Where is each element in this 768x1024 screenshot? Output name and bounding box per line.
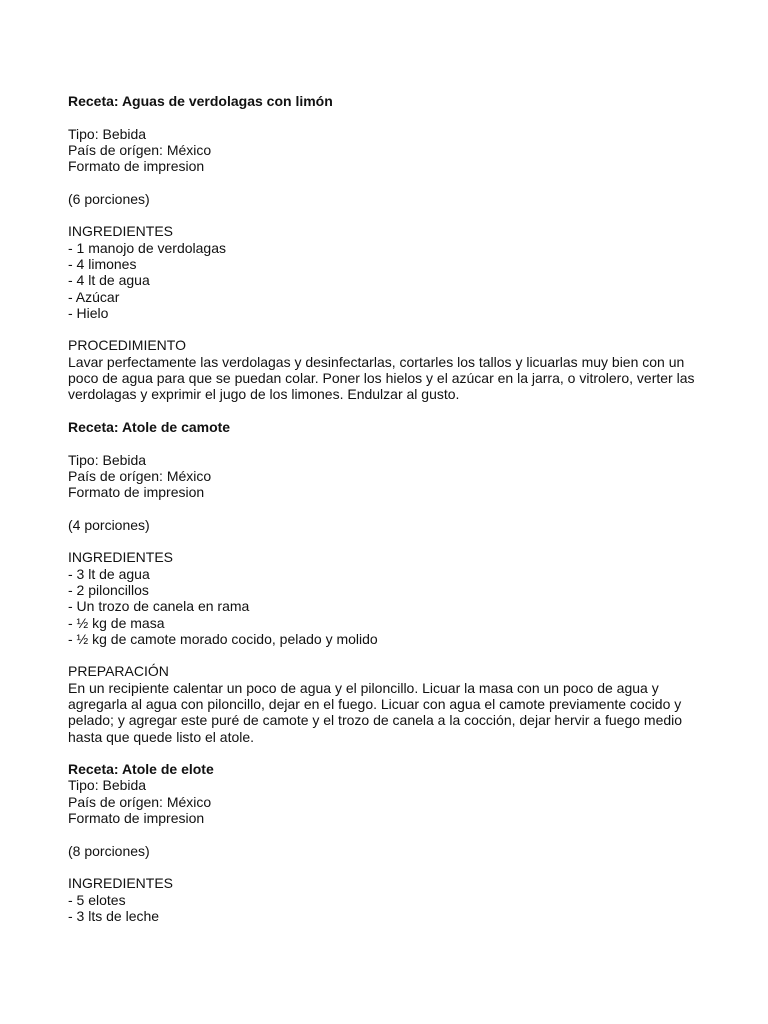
ingredient-item: - 5 elotes xyxy=(68,891,126,908)
ingredient-item: - 1 manojo de verdolagas xyxy=(68,239,226,256)
recipe-type: Tipo: Bebida xyxy=(68,125,147,142)
ingredient-item: - ½ kg de masa xyxy=(68,614,165,631)
recipe-type: Tipo: Bebida xyxy=(68,777,147,794)
print-format-link: Formato de impresion xyxy=(68,158,205,175)
recipe-type: Tipo: Bebida xyxy=(68,451,147,468)
method-heading: PROCEDIMIENTO xyxy=(68,337,186,354)
ingredients-heading: INGREDIENTES xyxy=(68,549,174,566)
method-heading: PREPARACIÓN xyxy=(68,663,169,680)
ingredient-item: - 2 piloncillos xyxy=(68,581,149,598)
ingredient-item: - ½ kg de camote morado cocido, pelado y molido xyxy=(68,630,378,647)
ingredient-item: - 4 limones xyxy=(68,255,137,272)
method-text: Lavar perfectamente las verdolagas y desinfectarlas, cortarles los tallos y licuarlas muy bien con un poco de agua para que se puedan colar. Poner los hielos y el azúcar en la jarra, o vitrolero, verter las verdolagas y exprimir el jugo de los limones. Endulzar al gusto. xyxy=(68,353,695,403)
recipe-3 xyxy=(68,761,708,924)
recipe-country: País de orígen: México xyxy=(68,793,212,810)
recipe-country: País de orígen: México xyxy=(68,467,212,484)
ingredient-item: - 4 lt de agua xyxy=(68,272,150,289)
recipe-2 xyxy=(68,419,708,761)
recipe-title: Receta: Atole de elote xyxy=(68,761,214,778)
ingredient-item: - 3 lts de leche xyxy=(68,907,160,924)
print-format-link: Formato de impresion xyxy=(68,484,205,501)
recipe-country: País de orígen: México xyxy=(68,141,212,158)
ingredient-item: - Azúcar xyxy=(68,288,120,305)
recipe-servings: (8 porciones) xyxy=(68,842,150,859)
ingredient-item: - Un trozo de canela en rama xyxy=(68,598,250,615)
ingredient-item: - 3 lt de agua xyxy=(68,565,150,582)
method-text: En un recipiente calentar un poco de agua y el piloncillo. Licuar la masa con un poco de agua y agregarla al agua con piloncillo, dejar en el fuego. Licuar con agua el camote previamente cocido y pelado; y agregar este puré de camote y el trozo de canela a la cocción, dejar hervir a fuego medio hasta que quede listo el atole. xyxy=(68,679,683,745)
recipe-title: Receta: Aguas de verdolagas con limón xyxy=(68,93,333,109)
recipe-title: Receta: Atole de camote xyxy=(68,418,231,435)
recipe-servings: (6 porciones) xyxy=(68,190,150,207)
document-page xyxy=(68,93,708,924)
recipe-servings: (4 porciones) xyxy=(68,516,150,533)
print-format-link: Formato de impresion xyxy=(68,810,205,827)
ingredient-item: - Hielo xyxy=(68,304,109,321)
ingredients-heading: INGREDIENTES xyxy=(68,223,174,240)
recipe-1 xyxy=(68,93,708,419)
ingredients-heading: INGREDIENTES xyxy=(68,875,174,892)
